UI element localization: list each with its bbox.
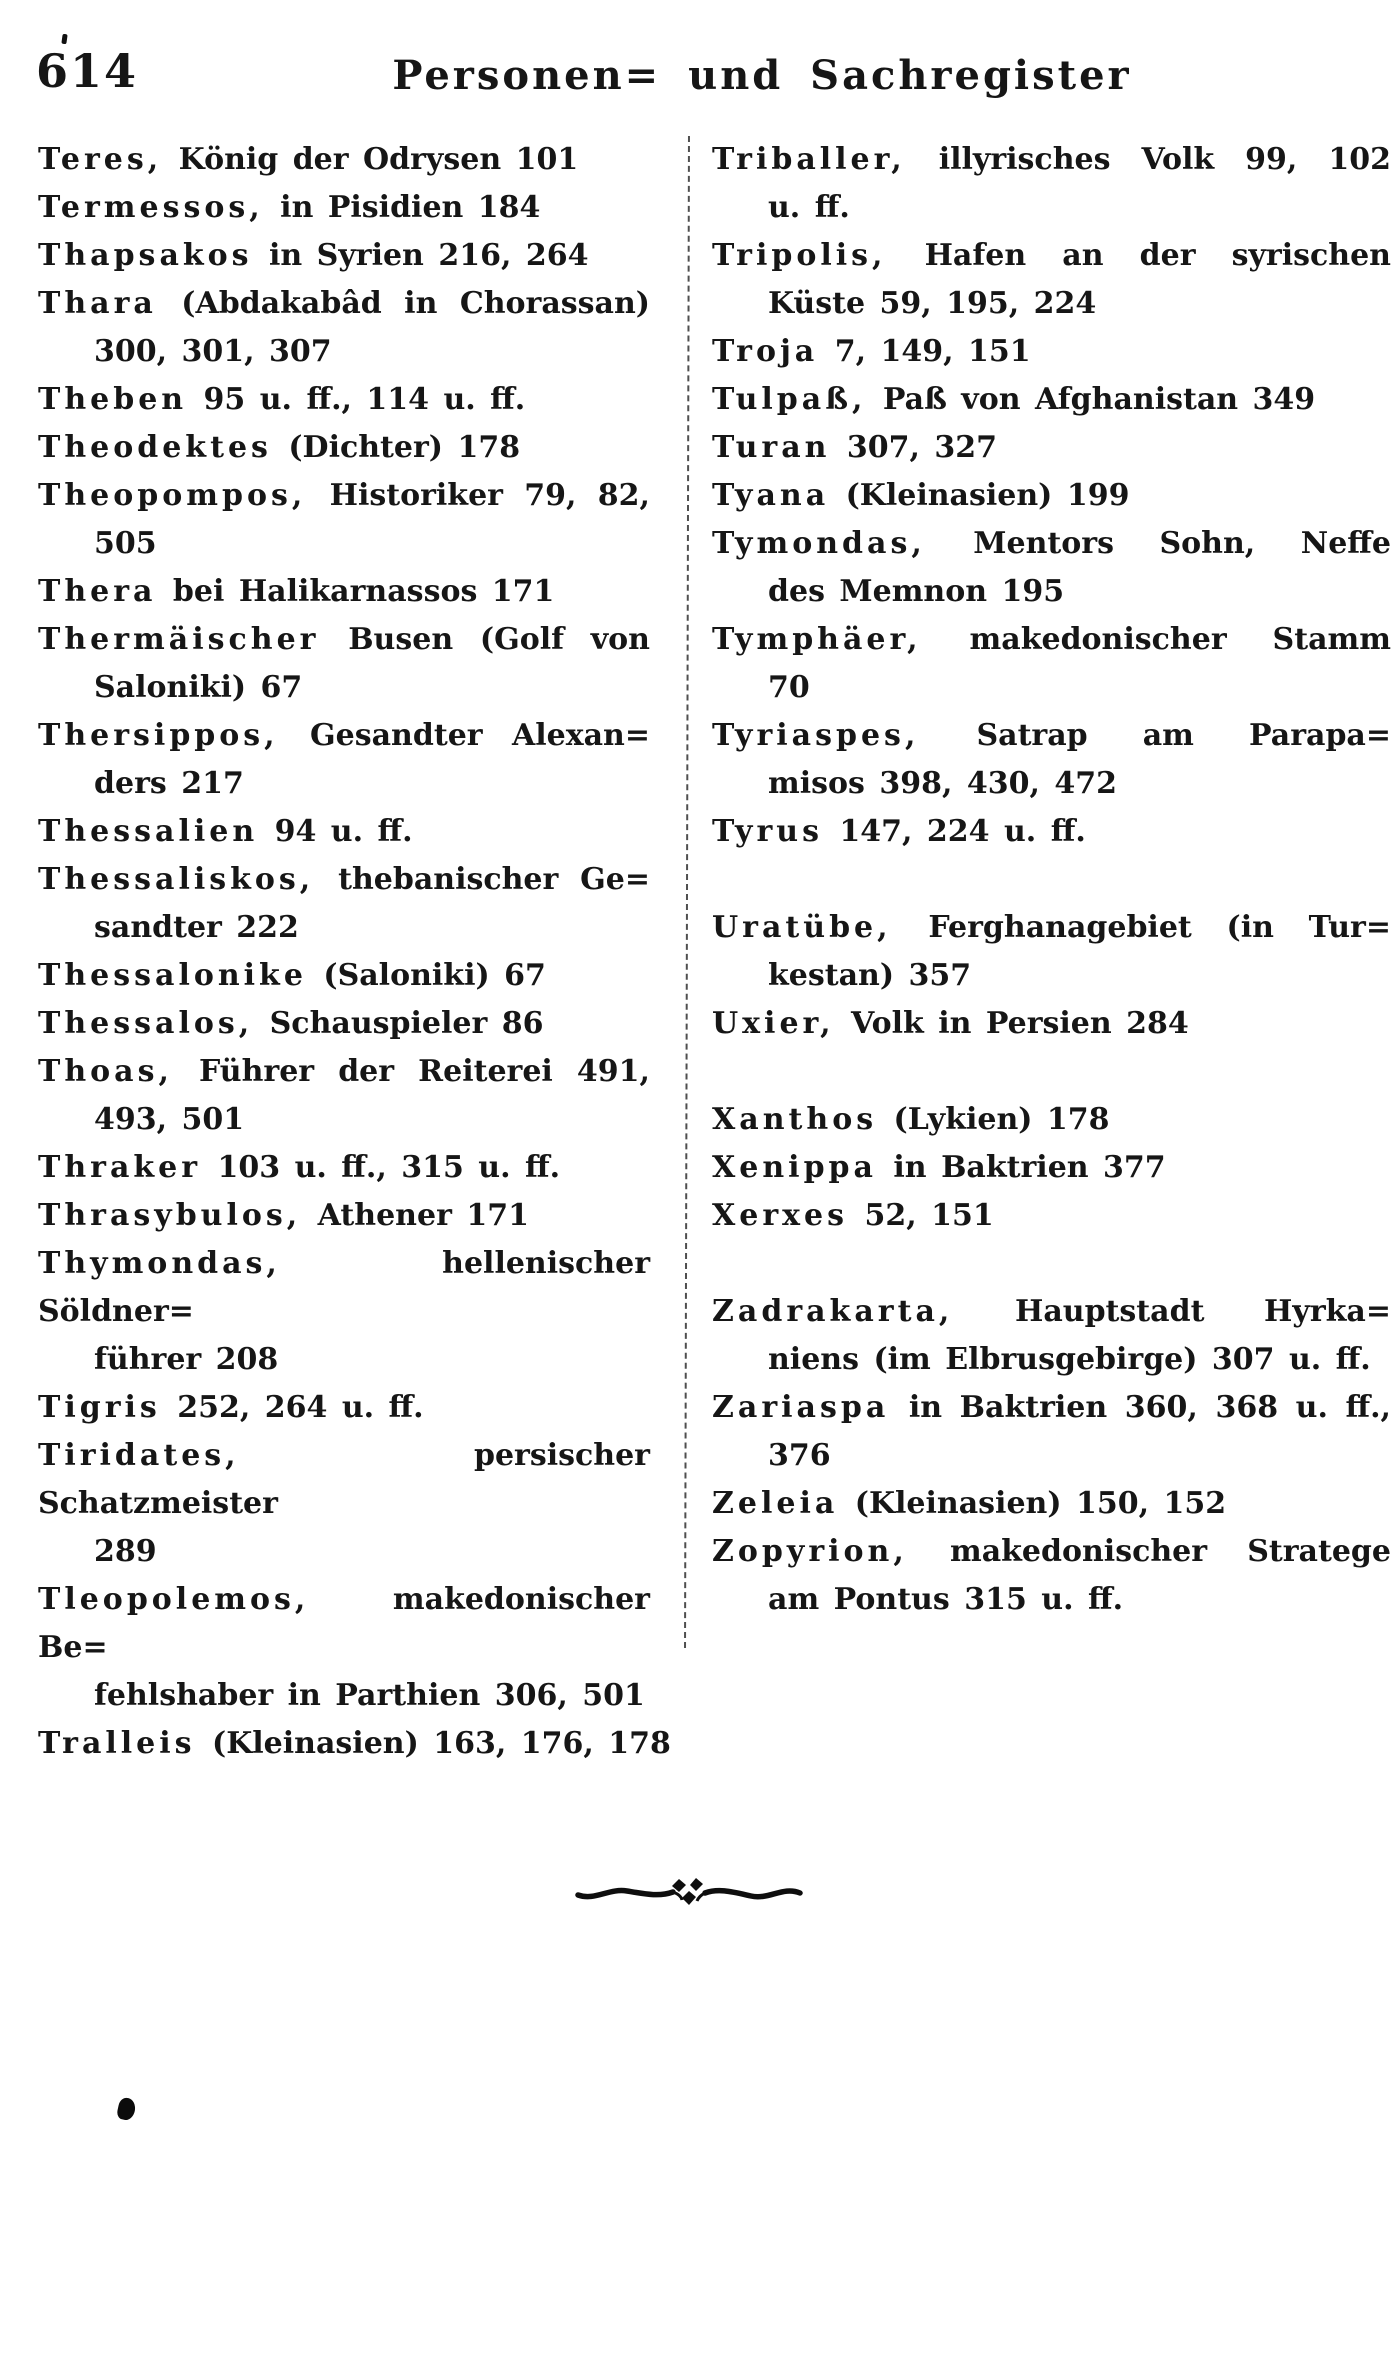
index-line: Tigris 252, 264 u. ff. <box>38 1390 424 1425</box>
index-entry <box>712 328 1391 376</box>
index-line: Tyrus 147, 224 u. ff. <box>712 814 1086 849</box>
index-headword: Tyrus <box>712 814 823 849</box>
index-headword: Tymondas, <box>712 526 926 561</box>
index-line: Tralleis (Kleinasien) 163, 176, 178 <box>38 1726 671 1761</box>
index-line: Küste 59, 195, 224 <box>768 286 1097 321</box>
index-headword: Tiridates, <box>38 1438 240 1473</box>
index-line: 300, 301, 307 <box>94 334 332 369</box>
index-entry <box>712 904 1391 1000</box>
index-entry <box>712 1096 1391 1144</box>
index-headword: Tripolis, <box>712 238 887 273</box>
index-headword: Thraker <box>38 1150 202 1185</box>
index-entry <box>38 376 650 424</box>
index-entry <box>38 136 650 184</box>
index-entry <box>712 232 1391 328</box>
index-line: kestan) 357 <box>768 958 972 993</box>
index-headword: Thessaliskos, <box>38 862 315 897</box>
index-line: Xenippa in Baktrien 377 <box>712 1150 1166 1185</box>
index-headword: Thrasybulos, <box>38 1198 302 1233</box>
page-number: 614 <box>36 44 139 98</box>
index-entry <box>38 808 650 856</box>
index-line: Thara (Abdakabâd in Chorassan) <box>38 286 650 321</box>
index-entry <box>38 952 650 1000</box>
index-entry <box>712 1144 1391 1192</box>
index-headword: Xerxes <box>712 1198 849 1233</box>
column-divider-rule <box>684 136 690 1648</box>
index-headword: Tralleis <box>38 1726 196 1761</box>
index-column-right <box>712 136 1391 1624</box>
index-entry <box>38 856 650 952</box>
index-headword: Thersippos, <box>38 718 279 753</box>
index-entry <box>38 280 650 376</box>
index-headword: Thymondas, <box>38 1246 281 1281</box>
index-column-left <box>38 136 671 1768</box>
index-headword: Uxier, <box>712 1006 835 1041</box>
tailpiece-ornament <box>575 1874 803 1910</box>
index-entry <box>712 1480 1391 1528</box>
index-headword: Tulpaß, <box>712 382 867 417</box>
index-line: Thermäischer Busen (Golf von <box>38 622 650 657</box>
index-line: misos 398, 430, 472 <box>768 766 1118 801</box>
index-line: Turan 307, 327 <box>712 430 998 465</box>
index-headword: Termessos, <box>38 190 264 225</box>
index-headword: Thapsakos <box>38 238 253 273</box>
index-headword: Thessalien <box>38 814 259 849</box>
index-line: 505 <box>94 526 157 561</box>
index-line: Thessalien 94 u. ff. <box>38 814 413 849</box>
index-line: Thapsakos in Syrien 216, 264 <box>38 238 589 273</box>
index-headword: Tymphäer, <box>712 622 922 657</box>
index-headword: Turan <box>712 430 831 465</box>
index-entry <box>712 1528 1391 1624</box>
index-line: Tleopolemos, makedonischer Be= <box>38 1582 650 1665</box>
page-header-title: Personen= und Sachregister <box>392 52 1132 99</box>
index-line: Triballer, illyrisches Volk 99, 102 <box>712 142 1391 177</box>
index-headword: Teres, <box>38 142 163 177</box>
index-line: Zadrakarta, Hauptstadt Hyrka= <box>712 1294 1391 1329</box>
index-line: ders 217 <box>94 766 244 801</box>
index-line: Thera bei Halikarnassos 171 <box>38 574 555 609</box>
index-headword: Zadrakarta, <box>712 1294 954 1329</box>
index-line: Thessalos, Schauspieler 86 <box>38 1006 544 1041</box>
index-entry <box>712 712 1391 808</box>
index-headword: Xanthos <box>712 1102 878 1137</box>
index-entry <box>712 1192 1391 1240</box>
index-entry <box>38 1240 650 1384</box>
index-entry <box>712 472 1391 520</box>
index-entry <box>38 1432 650 1576</box>
index-line: Uratübe, Ferghanagebiet (in Tur= <box>712 910 1391 945</box>
index-headword: Zopyrion, <box>712 1534 908 1569</box>
index-line: Tiridates, persischer Schatzmeister <box>38 1438 650 1521</box>
index-line: Thessalonike (Saloniki) 67 <box>38 958 546 993</box>
ink-speck <box>116 2096 137 2121</box>
index-entry <box>712 808 1391 856</box>
index-line: Tripolis, Hafen an der syrischen <box>712 238 1391 273</box>
index-line: Thessaliskos, thebanischer Ge= <box>38 862 650 897</box>
index-entry <box>712 424 1391 472</box>
ink-speck <box>61 34 67 45</box>
index-entry <box>38 616 650 712</box>
index-headword: Tyriaspes, <box>712 718 920 753</box>
index-headword: Zariaspa <box>712 1390 890 1425</box>
index-headword: Zeleia <box>712 1486 839 1521</box>
index-line: Zopyrion, makedonischer Stratege <box>712 1534 1391 1569</box>
index-headword: Theodektes <box>38 430 272 465</box>
index-line: 493, 501 <box>94 1102 245 1137</box>
index-line: Thoas, Führer der Reiterei 491, <box>38 1054 650 1089</box>
index-headword: Tyana <box>712 478 830 513</box>
index-headword: Thessalos, <box>38 1006 254 1041</box>
index-line: Thymondas, hellenischer Söldner= <box>38 1246 650 1329</box>
index-headword: Theopompos, <box>38 478 307 513</box>
index-entry <box>38 232 650 280</box>
index-entry <box>38 184 650 232</box>
index-headword: Uratübe, <box>712 910 892 945</box>
index-line: sandter 222 <box>94 910 299 945</box>
index-entry <box>38 472 650 568</box>
index-line: Saloniki) 67 <box>94 670 303 705</box>
index-headword: Thoas, <box>38 1054 173 1089</box>
index-entry <box>712 520 1391 616</box>
index-entry <box>712 616 1391 712</box>
index-entry <box>38 1192 650 1240</box>
index-line: 376 <box>768 1438 831 1473</box>
index-line: Troja 7, 149, 151 <box>712 334 1031 369</box>
index-line: Theodektes (Dichter) 178 <box>38 430 521 465</box>
index-headword: Xenippa <box>712 1150 877 1185</box>
index-line: Zariaspa in Baktrien 360, 368 u. ff., <box>712 1390 1391 1425</box>
index-entry <box>712 1288 1391 1384</box>
index-line: Teres, König der Odrysen 101 <box>38 142 579 177</box>
index-line: Xerxes 52, 151 <box>712 1198 994 1233</box>
index-line: fehlshaber in Parthien 306, 501 <box>94 1678 645 1713</box>
index-headword: Theben <box>38 382 188 417</box>
index-line: Thrasybulos, Athener 171 <box>38 1198 529 1233</box>
index-headword: Thara <box>38 286 157 321</box>
index-entry <box>712 1384 1391 1480</box>
index-entry <box>712 376 1391 424</box>
index-line: führer 208 <box>94 1342 279 1377</box>
index-line: Thraker 103 u. ff., 315 u. ff. <box>38 1150 561 1185</box>
index-headword: Troja <box>712 334 819 369</box>
index-line: Zeleia (Kleinasien) 150, 152 <box>712 1486 1227 1521</box>
index-line: Termessos, in Pisidien 184 <box>38 190 541 225</box>
index-line: 289 <box>94 1534 157 1569</box>
index-entry <box>38 424 650 472</box>
index-headword: Tigris <box>38 1390 161 1425</box>
index-line: des Memnon 195 <box>768 574 1065 609</box>
index-line: Tyriaspes, Satrap am Parapa= <box>712 718 1391 753</box>
index-entry <box>712 136 1391 232</box>
index-line: u. ff. <box>768 190 850 225</box>
index-entry <box>38 1720 671 1768</box>
index-line: Theben 95 u. ff., 114 u. ff. <box>38 382 526 417</box>
index-line: Thersippos, Gesandter Alexan= <box>38 718 650 753</box>
index-headword: Thera <box>38 574 157 609</box>
index-line: Tymondas, Mentors Sohn, Neffe <box>712 526 1391 561</box>
index-entry <box>712 1000 1391 1048</box>
index-headword: Tleopolemos, <box>38 1582 310 1617</box>
index-headword: Thermäischer <box>38 622 320 657</box>
index-line: Tulpaß, Paß von Afghanistan 349 <box>712 382 1316 417</box>
index-line: Uxier, Volk in Persien 284 <box>712 1006 1189 1041</box>
index-line: Theopompos, Historiker 79, 82, <box>38 478 650 513</box>
index-line: am Pontus 315 u. ff. <box>768 1582 1124 1617</box>
index-columns <box>38 136 1391 1768</box>
index-entry <box>38 1048 650 1144</box>
index-line: Xanthos (Lykien) 178 <box>712 1102 1110 1137</box>
index-line: Tyana (Kleinasien) 199 <box>712 478 1130 513</box>
index-headword: Triballer, <box>712 142 906 177</box>
index-line: Tymphäer, makedonischer Stamm <box>712 622 1391 657</box>
index-line: niens (im Elbrusgebirge) 307 u. ff. <box>768 1342 1371 1377</box>
index-entry <box>38 712 650 808</box>
index-entry <box>38 1000 650 1048</box>
index-headword: Thessalonike <box>38 958 307 993</box>
index-entry <box>38 568 650 616</box>
index-entry <box>38 1576 650 1720</box>
index-entry <box>38 1144 650 1192</box>
index-entry <box>38 1384 650 1432</box>
index-line: 70 <box>768 670 810 705</box>
